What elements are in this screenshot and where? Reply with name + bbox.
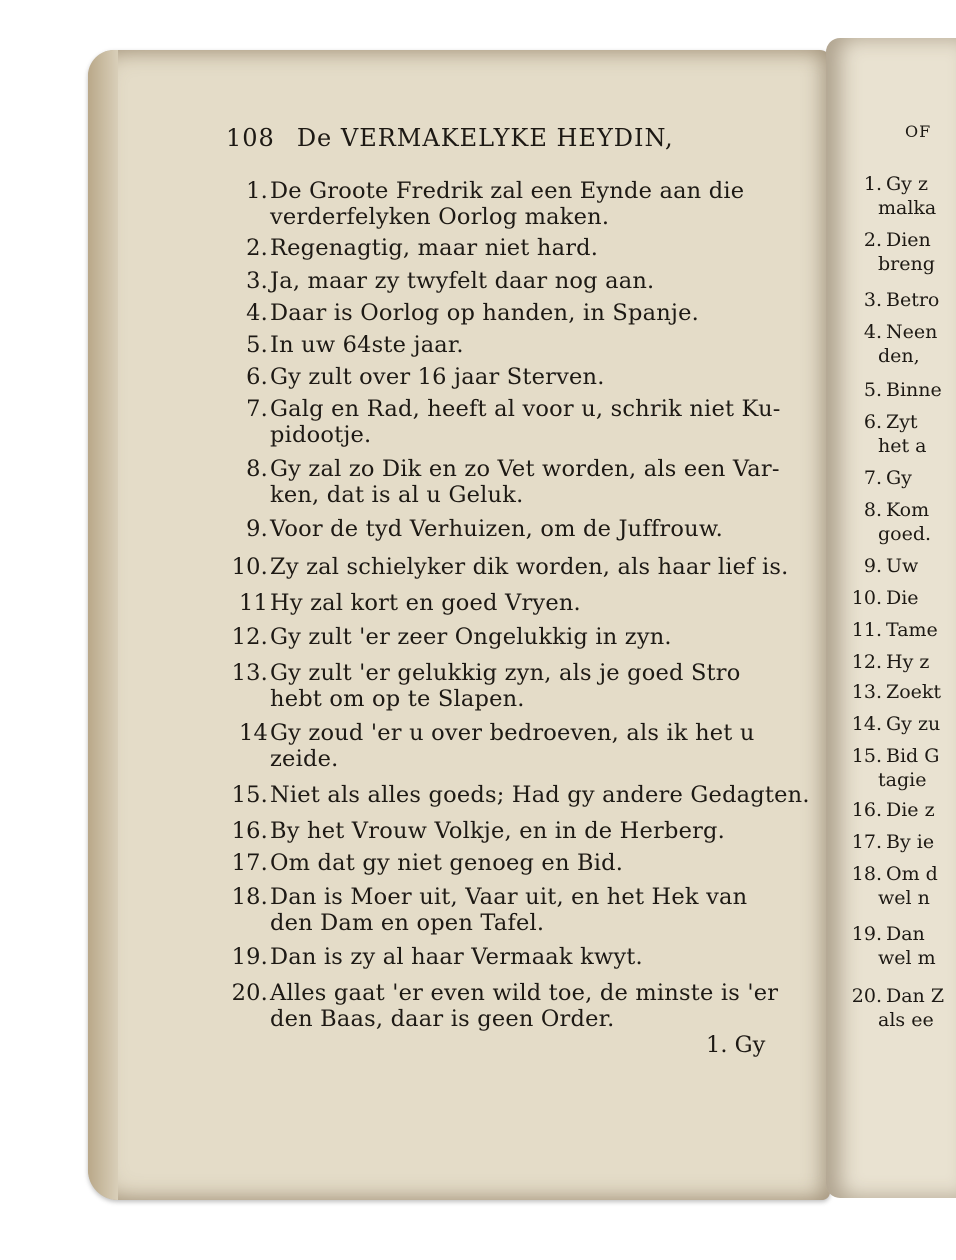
- answer-text: [270, 396, 780, 448]
- right-answer-number: 13.: [851, 681, 882, 703]
- right-answer-line: Zoekt: [886, 681, 942, 703]
- answer-number: 12.: [231, 624, 268, 650]
- right-answer-line: Neen: [886, 321, 938, 343]
- right-answer-entry: [842, 320, 938, 368]
- answer-number: 19.: [231, 944, 268, 970]
- answer-number: 11: [238, 590, 268, 616]
- right-answer-entry: [842, 172, 937, 220]
- answer-text: [270, 332, 780, 358]
- answer-number: 15.: [231, 782, 268, 808]
- answer-text: [270, 300, 780, 326]
- right-answer-number: 17.: [851, 831, 882, 853]
- answer-number: 7.: [246, 396, 268, 422]
- answer-line: Galg en Rad, heeft al voor u, schrik niet Ku-: [270, 396, 781, 422]
- answer-line-continued: verderfelyken Oorlog maken.: [270, 204, 610, 230]
- answer-number: 1.: [246, 178, 268, 204]
- answer-line: By het Vrouw Volkje, en in de Herberg.: [270, 818, 725, 844]
- right-answer-entry: [842, 744, 940, 792]
- right-answer-line: Die z: [886, 799, 935, 821]
- answer-line: Niet als alles goeds; Had gy andere Gedagten.: [270, 782, 810, 808]
- answer-line-continued: zeide.: [270, 746, 339, 772]
- answer-line-continued: ken, dat is al u Geluk.: [270, 482, 524, 508]
- answer-line: Regenagtig, maar niet hard.: [270, 235, 599, 261]
- right-answer-entry: [842, 228, 935, 276]
- answer-number: 2.: [246, 235, 268, 261]
- answer-number: 4.: [246, 300, 268, 326]
- right-answer-entry: [842, 554, 932, 578]
- right-answer-number: 8.: [863, 499, 882, 521]
- right-answer-number: 18.: [851, 863, 882, 885]
- answer-number: 5.: [246, 332, 268, 358]
- right-answer-entry: [842, 650, 932, 674]
- right-answer-entry: [842, 798, 935, 822]
- running-header: [226, 124, 674, 152]
- right-answer-line-continued: als ee: [878, 1009, 934, 1031]
- answer-line: Zy zal schielyker dik worden, als haar lief is.: [270, 554, 789, 580]
- answer-line: De Groote Fredrik zal een Eynde aan die: [270, 178, 745, 204]
- right-answer-number: 12.: [851, 651, 882, 673]
- running-title: De VERMAKELYKE HEYDIN,: [296, 124, 674, 152]
- right-answer-line-continued: den,: [878, 345, 920, 367]
- answer-text: [270, 782, 810, 808]
- answer-number: 6.: [246, 364, 268, 390]
- right-answer-number: 7.: [863, 467, 882, 489]
- answer-line: Dan is zy al haar Vermaak kwyt.: [270, 944, 643, 970]
- right-answer-line: Hy z: [886, 651, 930, 673]
- answer-text: [270, 850, 780, 876]
- page-number: 108: [226, 124, 275, 152]
- right-answer-entry: [842, 378, 942, 402]
- right-answer-entry: [842, 830, 935, 854]
- right-answer-number: 6.: [863, 411, 882, 433]
- answer-line-continued: pidootje.: [270, 422, 372, 448]
- answer-line-continued: den Baas, daar is geen Order.: [270, 1006, 615, 1032]
- answer-text: [270, 364, 780, 390]
- right-answer-number: 1.: [863, 173, 882, 195]
- right-answer-number: 20.: [851, 985, 882, 1007]
- answer-line: Gy zult 'er gelukkig zyn, als je goed Stro: [270, 660, 741, 686]
- answer-text: [270, 944, 780, 970]
- right-answer-line: Uw: [886, 555, 919, 577]
- answer-text: [270, 624, 780, 650]
- answer-text: [270, 554, 789, 580]
- right-answer-line: Kom: [886, 499, 930, 521]
- right-answer-line: Dan: [886, 923, 925, 945]
- answer-line-continued: hebt om op te Slapen.: [270, 686, 525, 712]
- right-answer-entry: [842, 862, 938, 910]
- right-answer-entry: [842, 466, 932, 490]
- answer-number: 14: [238, 720, 268, 746]
- answer-number: 16.: [231, 818, 268, 844]
- answer-line: Dan is Moer uit, Vaar uit, en het Hek van: [270, 884, 748, 910]
- right-answer-number: 10.: [851, 587, 882, 609]
- right-answer-line: Gy zu: [886, 713, 941, 735]
- right-answer-line: Die: [886, 587, 919, 609]
- right-answer-entry: [842, 288, 940, 312]
- right-answer-line: Zyt: [886, 411, 918, 433]
- right-answer-entry: [842, 498, 932, 546]
- answer-text: [270, 516, 780, 542]
- answer-text: [270, 268, 780, 294]
- answer-line: In uw 64ste jaar.: [270, 332, 464, 358]
- right-answer-line: By ie: [886, 831, 935, 853]
- right-answer-line: Binne: [886, 379, 942, 401]
- answer-text: [270, 818, 780, 844]
- answer-line: Hy zal kort en goed Vryen.: [270, 590, 581, 616]
- right-answer-line: Om d: [886, 863, 938, 885]
- right-answer-line-continued: goed.: [878, 523, 932, 545]
- right-answer-entry: [842, 712, 941, 736]
- answer-number: 9.: [246, 516, 268, 542]
- answer-line: Ja, maar zy twyfelt daar nog aan.: [270, 268, 655, 294]
- right-answer-number: 16.: [851, 799, 882, 821]
- right-answer-line: Betro: [886, 289, 940, 311]
- right-answer-number: 5.: [863, 379, 882, 401]
- answer-text: [270, 720, 780, 772]
- answer-text: [270, 456, 780, 508]
- right-answer-line-continued: breng: [878, 253, 935, 275]
- right-answer-number: 3.: [863, 289, 882, 311]
- answer-number: 17.: [231, 850, 268, 876]
- answer-number: 20.: [231, 980, 268, 1006]
- answer-text: [270, 980, 780, 1032]
- right-answer-line: Dan Z: [886, 985, 945, 1007]
- right-answer-line-continued: het a: [878, 435, 927, 457]
- right-answer-number: 14.: [851, 713, 882, 735]
- right-answer-number: 15.: [851, 745, 882, 767]
- right-answer-entry: [842, 922, 936, 970]
- right-answer-number: 11.: [851, 619, 882, 641]
- right-answer-line: Dien: [886, 229, 931, 251]
- answer-line: Gy zult over 16 jaar Sterven.: [270, 364, 605, 390]
- answer-number: 8.: [246, 456, 268, 482]
- right-answer-line-continued: tagie: [878, 769, 927, 791]
- answer-number: 13.: [231, 660, 268, 686]
- right-answer-number: 4.: [863, 321, 882, 343]
- answer-line-continued: den Dam en open Tafel.: [270, 910, 545, 936]
- answer-line: Alles gaat 'er even wild toe, de minste is 'er: [270, 980, 779, 1006]
- right-answer-entry: [842, 984, 945, 1032]
- answer-line: Gy zal zo Dik en zo Vet worden, als een Var-: [270, 456, 780, 482]
- answer-line: Daar is Oorlog op handen, in Spanje.: [270, 300, 699, 326]
- right-answer-line-continued: wel n: [878, 887, 930, 909]
- right-answer-entry: [842, 586, 932, 610]
- answer-line: Gy zult 'er zeer Ongelukkig in zyn.: [270, 624, 672, 650]
- answer-number: 10.: [231, 554, 268, 580]
- right-answer-line: Gy z: [886, 173, 928, 195]
- answer-text: [270, 235, 780, 261]
- answer-line: Gy zoud 'er u over bedroeven, als ik het u: [270, 720, 755, 746]
- answer-number: 18.: [231, 884, 268, 910]
- right-answer-entry: [842, 680, 942, 704]
- right-answer-line: Tame: [886, 619, 938, 641]
- right-answer-line: Bid G: [886, 745, 940, 767]
- answer-number: 3.: [246, 268, 268, 294]
- answer-line: Om dat gy niet genoeg en Bid.: [270, 850, 624, 876]
- answer-line: Voor de tyd Verhuizen, om de Juffrouw.: [270, 516, 723, 542]
- right-answer-line: Gy: [886, 467, 912, 489]
- right-answer-number: 19.: [851, 923, 882, 945]
- right-answer-number: 2.: [863, 229, 882, 251]
- right-answer-number: 9.: [863, 555, 882, 577]
- right-answer-entry: [842, 410, 932, 458]
- answer-text: [270, 178, 780, 230]
- right-answer-line-continued: wel m: [878, 947, 936, 969]
- catchword: 1. Gy: [706, 1032, 766, 1058]
- right-answer-line-continued: malka: [878, 197, 937, 219]
- right-answer-entry: [842, 618, 938, 642]
- right-running-header: OF: [905, 122, 932, 141]
- answer-text: [270, 660, 780, 712]
- answer-text: [270, 590, 780, 616]
- answer-text: [270, 884, 780, 936]
